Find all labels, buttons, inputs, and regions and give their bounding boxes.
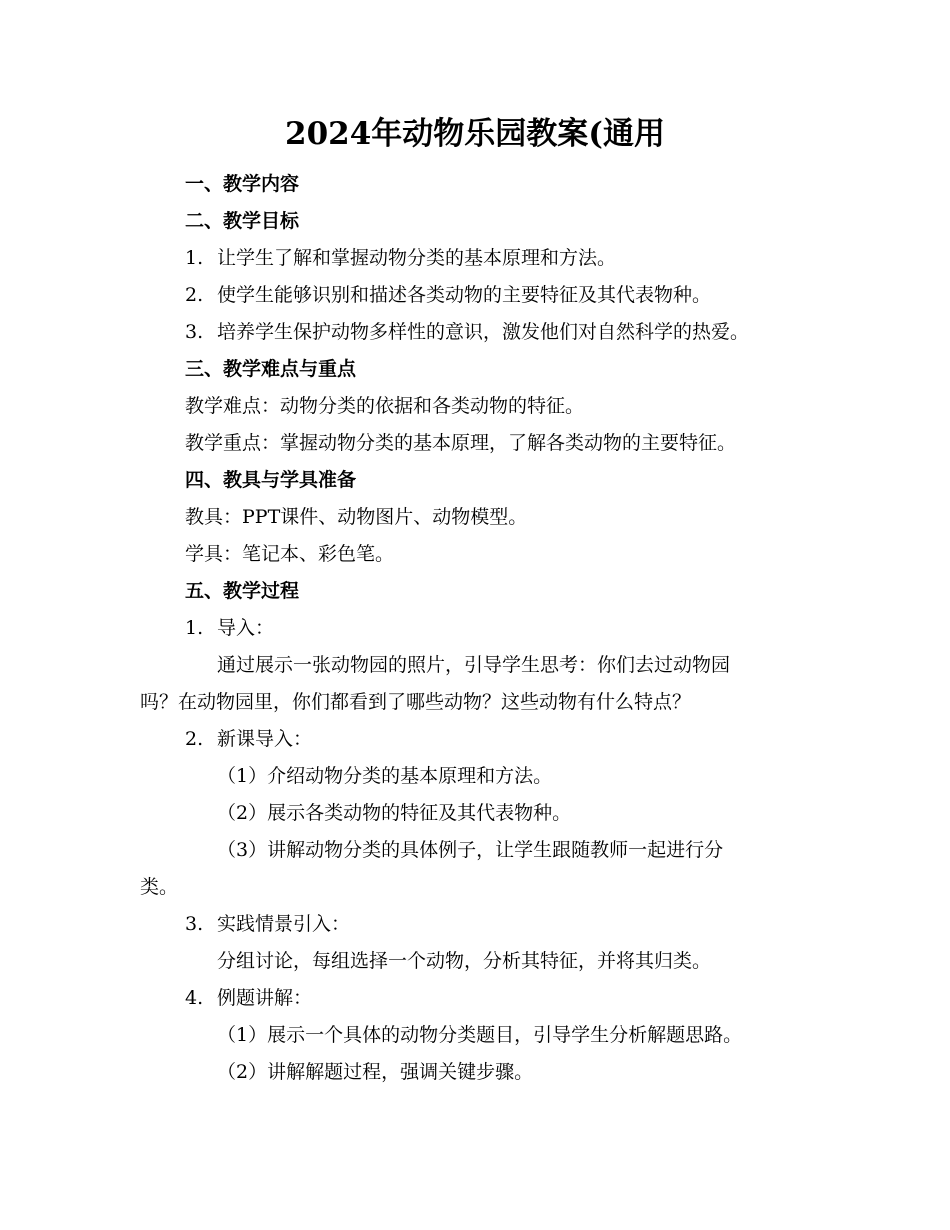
paragraph: 通过展示一张动物园的照片，引导学生思考：你们去过动物园 (217, 654, 731, 676)
sub-item: （2）展示各类动物的特征及其代表物种。 (217, 802, 572, 824)
list-item-text: 导入： (217, 617, 275, 639)
paragraph: 教学难点：动物分类的依据和各类动物的特征。 (185, 395, 585, 417)
list-number: 1. (185, 617, 204, 639)
list-item-text: 让学生了解和掌握动物分类的基本原理和方法。 (217, 247, 617, 269)
paragraph: 类。 (140, 876, 179, 898)
list-item-text: 例题讲解： (217, 987, 313, 1009)
heading-teaching-process: 五、教学过程 (185, 580, 300, 602)
list-number: 4. (185, 987, 204, 1009)
list-item-text: 新课导入： (217, 728, 313, 750)
paragraph: 教具：PPT课件、动物图片、动物模型。 (185, 506, 528, 528)
list-number: 2. (185, 728, 204, 750)
heading-teaching-aids: 四、教具与学具准备 (185, 469, 357, 491)
list-item (185, 613, 274, 643)
sub-item: （1）介绍动物分类的基本原理和方法。 (217, 765, 553, 787)
list-number: 1. (185, 247, 204, 269)
list-number: 3. (185, 913, 204, 935)
heading-teaching-content: 一、教学内容 (185, 173, 300, 195)
paragraph: 吗？在动物园里，你们都看到了哪些动物？这些动物有什么特点？ (140, 691, 692, 713)
sub-item: （1）展示一个具体的动物分类题目，引导学生分析解题思路。 (217, 1024, 743, 1046)
paragraph: 学具：笔记本、彩色笔。 (185, 543, 395, 565)
heading-teaching-objectives: 二、教学目标 (185, 210, 300, 232)
list-item (185, 724, 312, 754)
list-item-text: 培养学生保护动物多样性的意识，激发他们对自然科学的热爱。 (217, 321, 750, 343)
list-item-text: 实践情景引入： (217, 913, 351, 935)
document-title: 2024年动物乐园教案(通用 (285, 116, 665, 152)
list-item-text: 使学生能够识别和描述各类动物的主要特征及其代表物种。 (217, 284, 712, 306)
paragraph: 教学重点：掌握动物分类的基本原理，了解各类动物的主要特征。 (185, 432, 737, 454)
list-item (185, 317, 749, 347)
list-item (185, 243, 616, 273)
paragraph: 分组讨论，每组选择一个动物，分析其特征，并将其归类。 (217, 950, 712, 972)
list-item (185, 909, 350, 939)
sub-item: （3）讲解动物分类的具体例子，让学生跟随教师一起进行分 (217, 839, 724, 861)
list-item (185, 983, 312, 1013)
sub-item: （2）讲解解题过程，强调关键步骤。 (217, 1061, 534, 1083)
list-number: 3. (185, 321, 204, 343)
heading-difficulties-focus: 三、教学难点与重点 (185, 358, 357, 380)
list-item (185, 280, 711, 310)
list-number: 2. (185, 284, 204, 306)
